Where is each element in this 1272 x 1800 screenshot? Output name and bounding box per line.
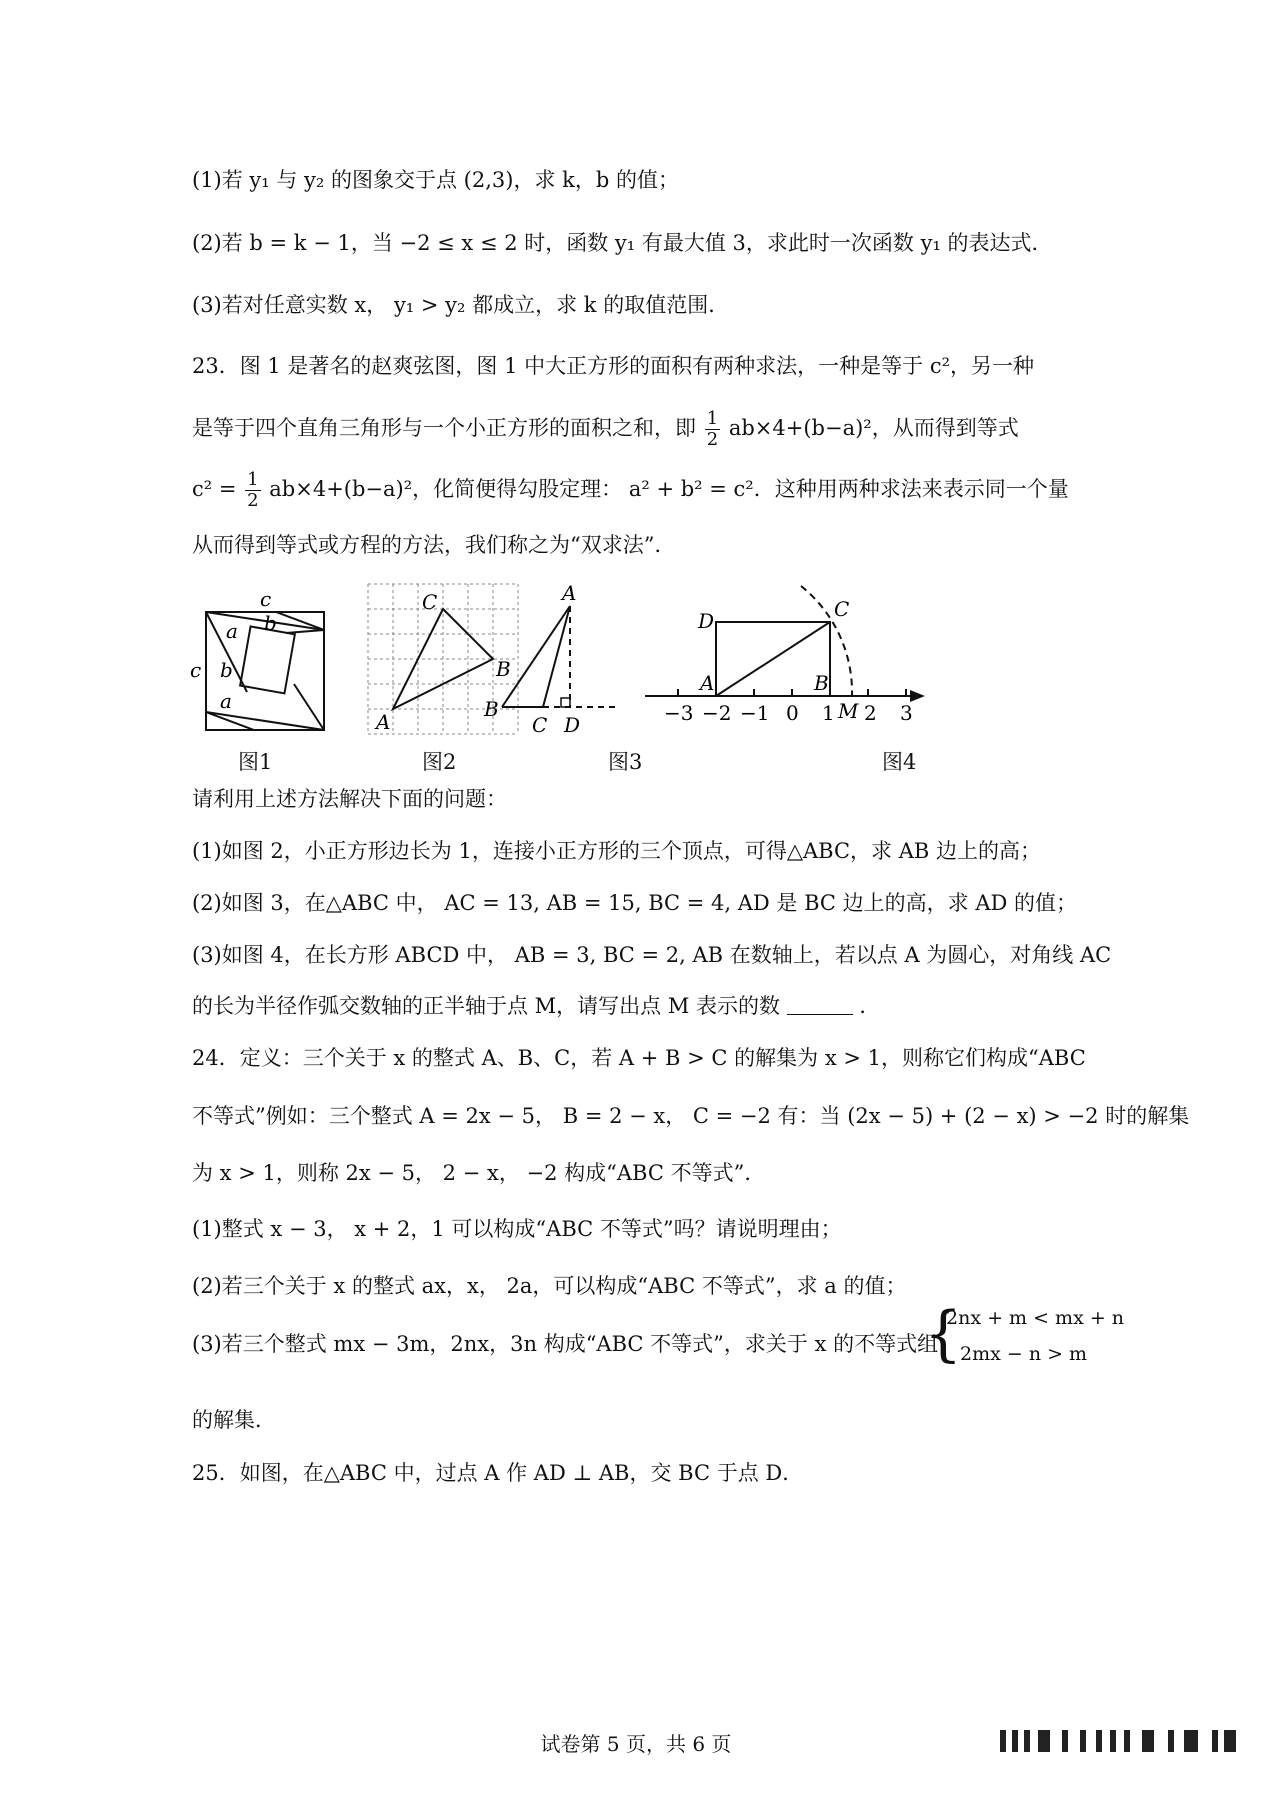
fig1-label-c-top: c: [260, 587, 272, 611]
q23-part3-text: 的长为半径作弧交数轴的正半轴于点 M，请写出点 M 表示的数: [192, 994, 781, 1018]
fig4-label-C: C: [834, 597, 850, 621]
fig1-caption: 图1: [238, 750, 273, 774]
fig1-label-b1: b: [264, 611, 277, 635]
figure-4: [645, 586, 925, 725]
fig2-label-A: A: [376, 710, 391, 734]
q24-line1: 24．定义：三个关于 x 的整式 A、B、C，若 A + B > C 的解集为 x > 1，则称它们构成“ABC: [192, 1046, 1086, 1070]
q23-part1: (1)如图 2，小正方形边长为 1，连接小正方形的三个顶点，可得△ABC，求 AB 边上的高；: [192, 839, 1041, 863]
fig1-label-c-left: c: [190, 658, 202, 682]
system-row1: 2nx + m < mx + n: [946, 1307, 1125, 1329]
answer-blank: [787, 994, 853, 1015]
fig3-label-A: A: [562, 581, 577, 605]
fig4-tick-neg1: −1: [740, 701, 770, 725]
q23-line3: [192, 466, 1069, 512]
fig4-tick-3: 3: [900, 701, 913, 725]
q23-line2-formula: ab×4+(b−a)²，从而得到等式: [728, 416, 1019, 440]
fig2-label-C: C: [422, 590, 438, 614]
frac-num: 1: [706, 408, 719, 429]
q23-part3-line1: (3)如图 4，在长方形 ABCD 中， AB = 3, BC = 2, AB 在数轴上，若以点 A 为圆心，对角线 AC: [192, 943, 1112, 967]
q22-part2: (2)若 b = k − 1，当 −2 ≤ x ≤ 2 时，函数 y₁ 有最大值 3，求此时一次函数 y₁ 的表达式．: [192, 231, 1053, 255]
fig4-label-D: D: [698, 609, 715, 633]
q24-line2: 不等式”例如：三个整式 A = 2x − 5， B = 2 − x， C = −2 有：当 (2x − 5) + (2 − x) > −2 时的解集: [192, 1104, 1190, 1128]
q24-part2: (2)若三个关于 x 的整式 ax，x， 2a，可以构成“ABC 不等式”，求 a 的值；: [192, 1274, 907, 1298]
fig4-label-A: A: [700, 671, 715, 695]
fig3-label-D: D: [564, 713, 581, 737]
q23-intro: 请利用上述方法解决下面的问题：: [192, 787, 507, 811]
q23-line2-text: 是等于四个直角三角形与一个小正方形的面积之和，即: [192, 416, 696, 440]
q23-line2: [192, 405, 1019, 451]
q25-line1: 25．如图，在△ABC 中，过点 A 作 AD ⊥ AB，交 BC 于点 D．: [192, 1461, 804, 1485]
q23-part3-line2: [192, 991, 880, 1021]
half-fraction: [705, 409, 720, 450]
q24-part1: (1)整式 x − 3， x + 2，1 可以构成“ABC 不等式”吗？请说明理由；: [192, 1217, 842, 1241]
figure-1: [190, 587, 324, 730]
frac-den: 2: [706, 429, 719, 450]
q23-line3-rest: ab×4+(b−a)²，化简便得勾股定理： a² + b² = c²．这种用两种求法来表示同一个量: [269, 477, 1069, 501]
fig1-label-b2: b: [220, 658, 233, 682]
system-row2: 2mx − n > m: [960, 1343, 1088, 1365]
frac-den-2: 2: [247, 490, 259, 511]
q23-line3-lhs: c² =: [192, 477, 237, 501]
fig4-label-M: M: [838, 699, 859, 723]
fig4-tick-neg3: −3: [664, 701, 694, 725]
fig4-tick-0: 0: [786, 701, 799, 725]
q23-line1: 23．图 1 是著名的赵爽弦图，图 1 中大正方形的面积有两种求法，一种是等于 c²，另一种: [192, 354, 1034, 378]
q24-part3: (3)若三个整式 mx − 3m，2nx，3n 构成“ABC 不等式”，求关于 x 的不等式组: [192, 1332, 939, 1356]
fig3-label-B: B: [484, 697, 499, 721]
fig1-label-a2: a: [220, 689, 232, 713]
fig1-inner-square: [240, 626, 295, 693]
q24-line3: 为 x > 1，则称 2x − 5， 2 − x， −2 构成“ABC 不等式”．: [192, 1161, 766, 1185]
q23-part3-end: ．: [859, 994, 881, 1018]
fig4-tick-1: 1: [822, 701, 835, 725]
half-fraction-2: [245, 470, 260, 511]
q23-line4: 从而得到等式或方程的方法，我们称之为“双求法”．: [192, 533, 676, 557]
frac-num-2: 1: [247, 469, 259, 490]
fig3-caption: 图3: [608, 750, 643, 774]
fig2-caption: 图2: [422, 750, 457, 774]
fig2-label-B: B: [496, 657, 511, 681]
page-footer: 试卷第 5 页，共 6 页: [540, 1732, 732, 1756]
fig4-caption: 图4: [882, 750, 917, 774]
fig4-tick-neg2: −2: [702, 701, 732, 725]
q22-part3: (3)若对任意实数 x， y₁ > y₂ 都成立，求 k 的取值范围．: [192, 293, 730, 317]
q23-part2: (2)如图 3，在△ABC 中， AC = 13, AB = 15, BC = 4, AD 是 BC 边上的高，求 AD 的值；: [192, 891, 1078, 915]
fig3-label-C: C: [532, 713, 548, 737]
fig4-tick-2: 2: [864, 701, 877, 725]
q24-part3-end: 的解集．: [192, 1408, 276, 1432]
figures-row: [190, 580, 1090, 785]
system-brace: {: [924, 1299, 963, 1369]
fig4-label-B: B: [814, 671, 829, 695]
footer-watermark-bars: [1000, 1726, 1240, 1756]
inequality-system: [924, 1299, 1125, 1375]
fig1-label-a1: a: [226, 619, 238, 643]
q22-part1: (1)若 y₁ 与 y₂ 的图象交于点 (2,3)，求 k，b 的值；: [192, 168, 679, 192]
